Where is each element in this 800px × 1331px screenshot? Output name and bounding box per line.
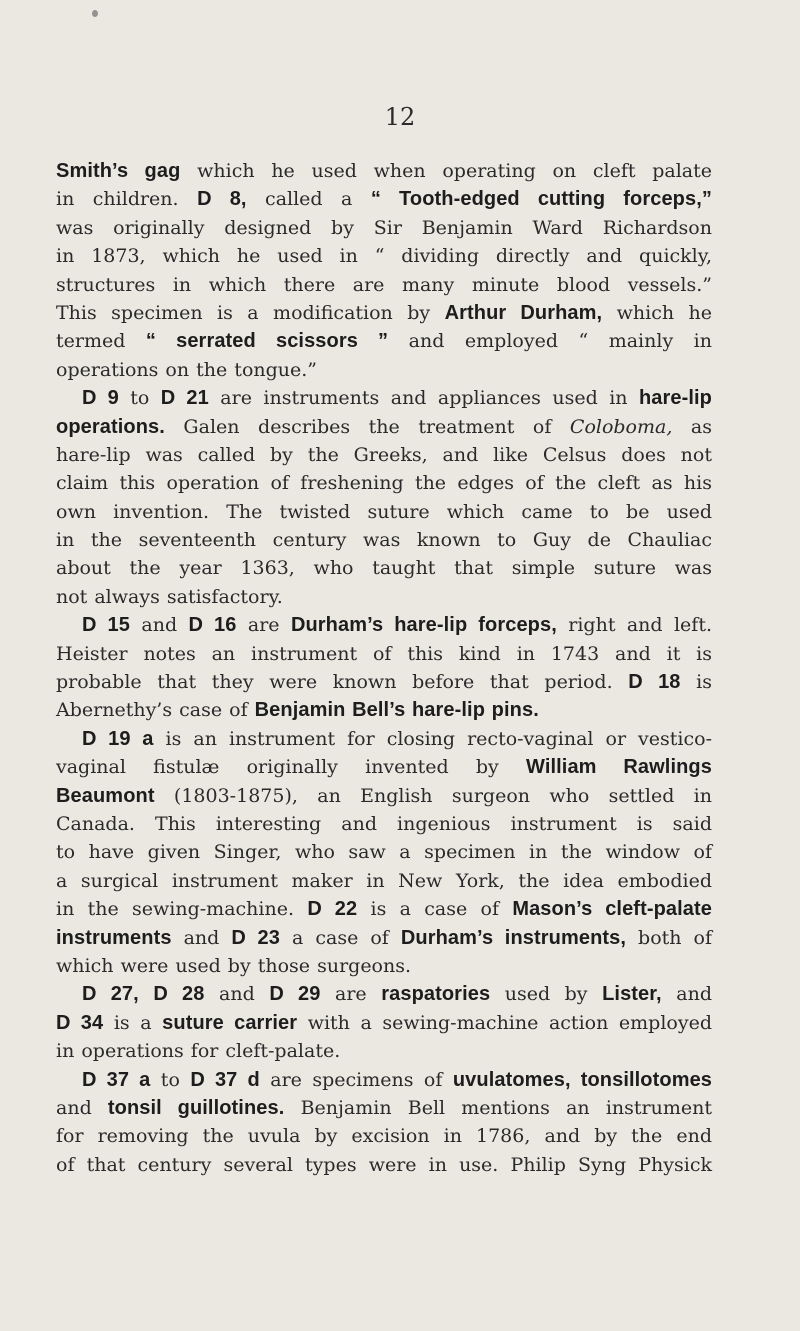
bold-term: D 34 bbox=[56, 1011, 104, 1034]
bold-term: D 18 bbox=[628, 671, 681, 694]
bold-term: raspatories bbox=[381, 983, 491, 1006]
bold-term: D 23 bbox=[231, 926, 280, 949]
text-segment: and bbox=[204, 983, 270, 1006]
text-line bbox=[56, 299, 712, 327]
text-line bbox=[56, 1009, 712, 1037]
text-line bbox=[56, 838, 712, 866]
text-line bbox=[56, 810, 712, 838]
bold-term: Arthur Durham, bbox=[444, 301, 603, 324]
text-segment: Heister notes an instrument of this kind in 1743 and it is bbox=[56, 642, 712, 665]
text-segment: and bbox=[130, 614, 189, 637]
text-line bbox=[56, 782, 712, 810]
text-segment: This specimen is a modification by bbox=[56, 301, 445, 324]
text-line bbox=[56, 668, 712, 696]
bold-term: D 29 bbox=[269, 983, 321, 1006]
text-line bbox=[56, 327, 712, 355]
text-segment: called a bbox=[246, 188, 371, 211]
text-line bbox=[56, 1122, 712, 1150]
text-segment: for removing the uvula by excision in 1786, and by the end bbox=[56, 1125, 712, 1148]
text-line bbox=[56, 924, 712, 952]
bold-term: D 19 a bbox=[82, 727, 154, 750]
bold-term: instruments bbox=[56, 926, 172, 949]
bold-term: D 15 bbox=[82, 614, 130, 637]
text-segment: are bbox=[236, 614, 291, 637]
text-segment: a case of bbox=[280, 926, 401, 949]
text-line bbox=[56, 867, 712, 895]
bold-term: D 22 bbox=[307, 898, 358, 921]
text-line bbox=[56, 413, 712, 441]
bold-term: Lister, bbox=[602, 983, 662, 1006]
text-segment: to bbox=[150, 1068, 191, 1091]
text-segment: right and left. bbox=[556, 614, 712, 637]
bold-term: D 27, bbox=[82, 983, 139, 1006]
text-segment: to bbox=[118, 387, 161, 410]
text-line bbox=[56, 640, 712, 668]
text-segment: Benjamin Bell mentions an instrument bbox=[284, 1096, 712, 1119]
bold-term: Benjamin Bell’s hare-lip pins. bbox=[254, 699, 539, 722]
text-line bbox=[56, 753, 712, 781]
text-segment: used by bbox=[490, 983, 603, 1006]
bold-term: D 28 bbox=[153, 983, 205, 1006]
text-segment: own invention. The twisted suture which came to be used bbox=[56, 500, 712, 523]
text-segment: Galen describes the treatment of bbox=[164, 415, 570, 438]
text-segment: and bbox=[171, 926, 232, 949]
text-segment: structures in which there are many minute blood vessels.” bbox=[56, 273, 712, 296]
text-line bbox=[56, 157, 712, 185]
text-segment: Abernethy’s case of bbox=[56, 699, 255, 722]
italic-term: Coloboma, bbox=[569, 415, 673, 438]
text-segment: termed bbox=[56, 330, 146, 353]
bold-term: Smith’s gag bbox=[56, 160, 181, 182]
bold-term: hare-lip bbox=[638, 387, 712, 410]
text-segment: is bbox=[680, 671, 712, 694]
text-line bbox=[56, 611, 712, 639]
text-segment: which he bbox=[602, 301, 713, 324]
text-segment: hare-lip was called by the Greeks, and like Celsus does not bbox=[56, 443, 712, 466]
text-segment: Canada. This interesting and ingenious instrument is said bbox=[56, 812, 712, 835]
bold-term: Durham’s hare-lip forceps, bbox=[290, 614, 557, 637]
text-line bbox=[56, 185, 712, 213]
text-line bbox=[56, 1037, 712, 1065]
text-segment: operations on the tongue.” bbox=[56, 358, 318, 381]
text-segment: and bbox=[661, 983, 712, 1006]
bold-term: tonsil guillotines. bbox=[107, 1096, 285, 1119]
bold-term: uvulatomes, tonsillotomes bbox=[452, 1068, 713, 1091]
text-segment: are specimens of bbox=[259, 1068, 453, 1091]
text-segment: both of bbox=[626, 926, 713, 949]
text-line bbox=[56, 583, 712, 611]
text-segment bbox=[139, 983, 154, 1005]
bold-term: Mason’s cleft-palate bbox=[512, 898, 712, 921]
text-segment: probable that they were known before that period. bbox=[56, 671, 629, 694]
bold-term: William Rawlings bbox=[526, 756, 712, 779]
text-line bbox=[56, 271, 712, 299]
bold-term: D 37 d bbox=[190, 1068, 260, 1091]
text-segment: is an instrument for closing recto-vaginal or vestico- bbox=[153, 727, 712, 750]
text-segment: a surgical instrument maker in New York, the idea embodied bbox=[56, 869, 712, 892]
text-line bbox=[56, 441, 712, 469]
text-segment: is a case of bbox=[357, 898, 513, 921]
text-segment: as bbox=[672, 415, 712, 438]
text-segment: in the seventeenth century was known to Guy de Chauliac bbox=[56, 529, 712, 552]
text-segment: to have given Singer, who saw a specimen in the window of bbox=[56, 841, 712, 864]
text-line bbox=[56, 725, 712, 753]
text-segment: about the year 1363, who taught that simple suture was bbox=[56, 557, 712, 580]
bold-term: operations. bbox=[56, 415, 165, 438]
text-line bbox=[56, 526, 712, 554]
text-line bbox=[56, 1066, 712, 1094]
text-segment: of that century several types were in use. Philip Syng Physick bbox=[56, 1153, 712, 1176]
text-line bbox=[56, 356, 712, 384]
ink-speck bbox=[92, 10, 98, 17]
text-segment: and employed “ mainly in bbox=[388, 330, 712, 353]
text-segment: and bbox=[56, 1096, 108, 1119]
text-line bbox=[56, 980, 712, 1008]
text-line bbox=[56, 696, 712, 724]
text-segment: are bbox=[320, 983, 382, 1006]
text-segment: in 1873, which he used in “ dividing directly and quickly, bbox=[56, 245, 712, 268]
text-line bbox=[56, 242, 712, 270]
bold-term: D 8, bbox=[197, 188, 247, 211]
text-line bbox=[56, 952, 712, 980]
text-segment: was originally designed by Sir Benjamin Ward Richardson bbox=[56, 216, 712, 239]
bold-term: “ Tooth-edged cutting forceps,” bbox=[370, 188, 712, 211]
bold-term: Durham’s instruments, bbox=[400, 926, 627, 949]
page-number: 12 bbox=[384, 103, 416, 131]
bold-term: D 9 bbox=[82, 387, 119, 410]
text-segment: claim this operation of freshening the edges of the cleft as his bbox=[56, 472, 712, 495]
bold-term: D 16 bbox=[188, 614, 237, 637]
text-segment: (1803-1875), an English surgeon who settled in bbox=[154, 784, 712, 807]
bold-term: Beaumont bbox=[56, 784, 155, 807]
text-segment: which were used by those surgeons. bbox=[56, 954, 412, 977]
text-segment: not always satisfactory. bbox=[56, 585, 283, 608]
text-segment: are instruments and appliances used in bbox=[208, 387, 639, 410]
page-text bbox=[56, 157, 712, 1179]
text-segment: which he used when operating on cleft palate bbox=[180, 160, 712, 182]
text-line bbox=[56, 1094, 712, 1122]
text-line bbox=[56, 1151, 712, 1179]
bold-term: D 37 a bbox=[82, 1068, 151, 1091]
bold-term: “ serrated scissors ” bbox=[145, 330, 389, 353]
text-line bbox=[56, 895, 712, 923]
text-segment: vaginal fistulæ originally invented by bbox=[56, 756, 527, 779]
bold-term: suture carrier bbox=[162, 1011, 298, 1034]
text-line bbox=[56, 469, 712, 497]
text-line bbox=[56, 384, 712, 412]
text-segment: with a sewing-machine action employed bbox=[297, 1011, 712, 1034]
text-segment: in the sewing-machine. bbox=[56, 898, 308, 921]
text-line bbox=[56, 498, 712, 526]
text-segment: is a bbox=[103, 1011, 163, 1034]
bold-term: D 21 bbox=[160, 387, 209, 410]
text-segment: in operations for cleft-palate. bbox=[56, 1040, 341, 1063]
text-line bbox=[56, 554, 712, 582]
text-line bbox=[56, 214, 712, 242]
text-segment: in children. bbox=[56, 188, 198, 211]
